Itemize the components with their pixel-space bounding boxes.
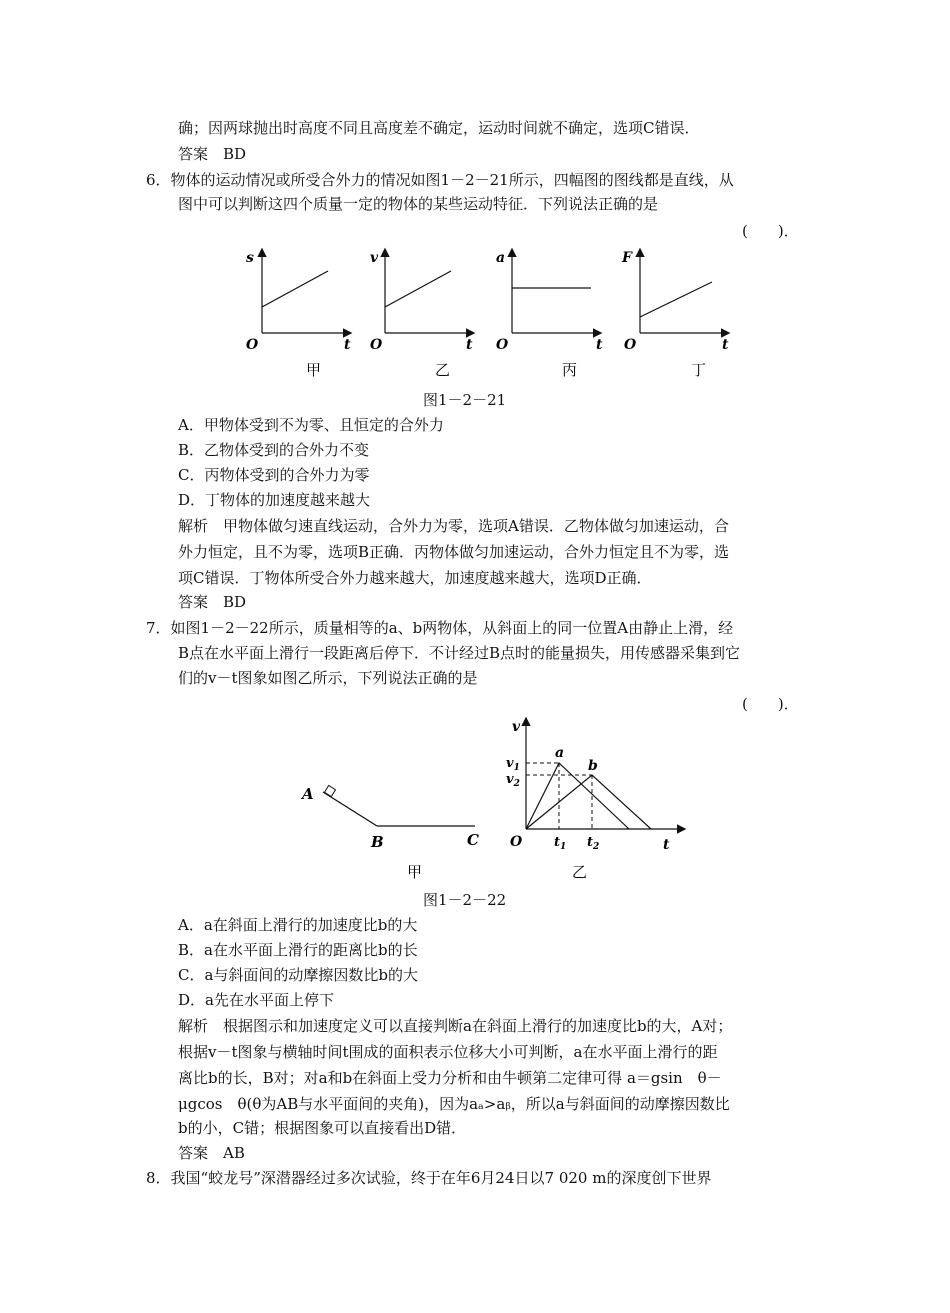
axis-label: s xyxy=(246,250,254,266)
answer-line: 答案 BD xyxy=(178,593,247,611)
question-8-stem: 8．我国“蛟龙号”深潜器经过多次试验，终于在年6月24日以7 020 m的深度创下世界 xyxy=(146,1169,712,1187)
figure-caption: 图1－2－21 xyxy=(423,391,507,409)
graph-bing xyxy=(496,250,603,379)
svg-text:丙: 丙 xyxy=(562,361,578,379)
option-b: B．a在水平面上滑行的距离比b的长 xyxy=(178,941,418,959)
analysis-line: b的小，C错；根据图象可以直接看出D错． xyxy=(178,1119,467,1137)
option-d: D．丁物体的加速度越来越大 xyxy=(178,491,371,509)
figure-caption: 图1－2－22 xyxy=(423,891,507,909)
analysis-line: 外力恒定，且不为零，选项B正确．丙物体做匀加速运动，合外力恒定且不为零，选 xyxy=(178,543,730,561)
figure-1-2-22-yi xyxy=(500,715,690,885)
svg-text:t1: $t_1$ xyxy=(554,835,567,852)
option-a: A．甲物体受到不为零、且恒定的合外力 xyxy=(178,416,444,434)
figure-1-2-21 xyxy=(240,245,740,385)
point-label: B xyxy=(371,833,384,851)
analysis-line: μgcos θ(θ为AB与水平面间的夹角)，因为aₐ>aᵦ，所以a与斜面间的动摩擦因数比 xyxy=(178,1095,730,1113)
option-b: B．乙物体受到的合外力不变 xyxy=(178,441,370,459)
svg-text:乙: 乙 xyxy=(435,361,451,379)
origin-label: O xyxy=(246,337,259,353)
svg-text:v2: $v_2$ xyxy=(506,772,520,789)
graph-ding xyxy=(621,250,729,379)
figure-1-2-22-jia xyxy=(295,770,495,880)
point-label: A xyxy=(302,785,314,803)
option-c: C．丙物体受到的合外力为零 xyxy=(178,466,370,484)
option-a: A．a在斜面上滑行的加速度比b的大 xyxy=(178,916,418,934)
svg-text:t: t xyxy=(596,337,603,353)
question-7-stem-3: 们的v－t图象如图乙所示，下列说法正确的是 xyxy=(178,669,478,687)
text-line: 确；因两球抛出时高度不同且高度差不确定，运动时间就不确定，选项C错误． xyxy=(178,119,700,137)
svg-text:t: t xyxy=(466,337,473,353)
svg-text:t: t xyxy=(663,837,670,853)
svg-text:a: a xyxy=(555,745,565,761)
svg-text:丁: 丁 xyxy=(691,361,707,379)
option-d: D．a先在水平面上停下 xyxy=(178,991,334,1009)
question-6-stem-2: 图中可以判断这四个质量一定的物体的某些运动特征．下列说法正确的是 xyxy=(178,195,659,213)
figure-name: 甲 xyxy=(407,863,423,880)
question-6-stem: 6．物体的运动情况或所受合外力的情况如图1－2－21所示，四幅图的图线都是直线，从 xyxy=(146,171,734,189)
question-7-stem: 7．如图1－2－22所示，质量相等的a、b两物体，从斜面上的同一位置A由静止上滑，经 xyxy=(146,619,734,637)
svg-text:O: O xyxy=(370,337,383,353)
option-c: C．a与斜面间的动摩擦因数比b的大 xyxy=(178,966,419,984)
graph-yi xyxy=(370,250,473,379)
answer-line: 答案 BD xyxy=(178,145,247,163)
analysis-line: 离比b的长，B对；对a和b在斜面上受力分析和由牛顿第二定律可得 a＝gsin θ－ xyxy=(178,1069,722,1087)
svg-text:t2: $t_2$ xyxy=(587,835,600,852)
axis-label: t xyxy=(344,337,351,353)
analysis-line: 根据v－t图象与横轴时间t围成的面积表示位移大小可判断，a在水平面上滑行的距 xyxy=(178,1043,718,1061)
svg-text:v: v xyxy=(512,719,521,735)
point-label: C xyxy=(467,831,479,849)
svg-text:O: O xyxy=(510,834,523,850)
svg-text:O: O xyxy=(624,337,637,353)
svg-text:t: t xyxy=(722,337,729,353)
svg-text:b: b xyxy=(588,758,598,774)
figure-name: 乙 xyxy=(572,863,588,881)
graph-name: 甲 xyxy=(306,361,322,379)
answer-blank: ( )． xyxy=(742,222,799,240)
svg-text:v: v xyxy=(370,250,379,266)
answer-blank: ( )． xyxy=(742,695,799,713)
question-7-stem-2: B点在水平面上滑行一段距离后停下．不计经过B点时的能量损失，用传感器采集到它 xyxy=(178,644,741,662)
svg-text:O: O xyxy=(496,337,509,353)
answer-line: 答案 AB xyxy=(178,1144,245,1162)
analysis-line: 解析 根据图示和加速度定义可以直接判断a在斜面上滑行的加速度比b的大，A对； xyxy=(178,1017,733,1035)
svg-text:F: F xyxy=(622,250,632,266)
svg-text:a: a xyxy=(496,250,506,266)
graph-jia xyxy=(246,250,351,379)
analysis-line: 项C错误．丁物体所受合外力越来越大，加速度越来越大，选项D正确． xyxy=(178,569,652,587)
analysis-line: 解析 甲物体做匀速直线运动，合外力为零，选项A错误．乙物体做匀加速运动，合 xyxy=(178,517,729,535)
svg-text:v1: $v_1$ xyxy=(506,756,520,773)
